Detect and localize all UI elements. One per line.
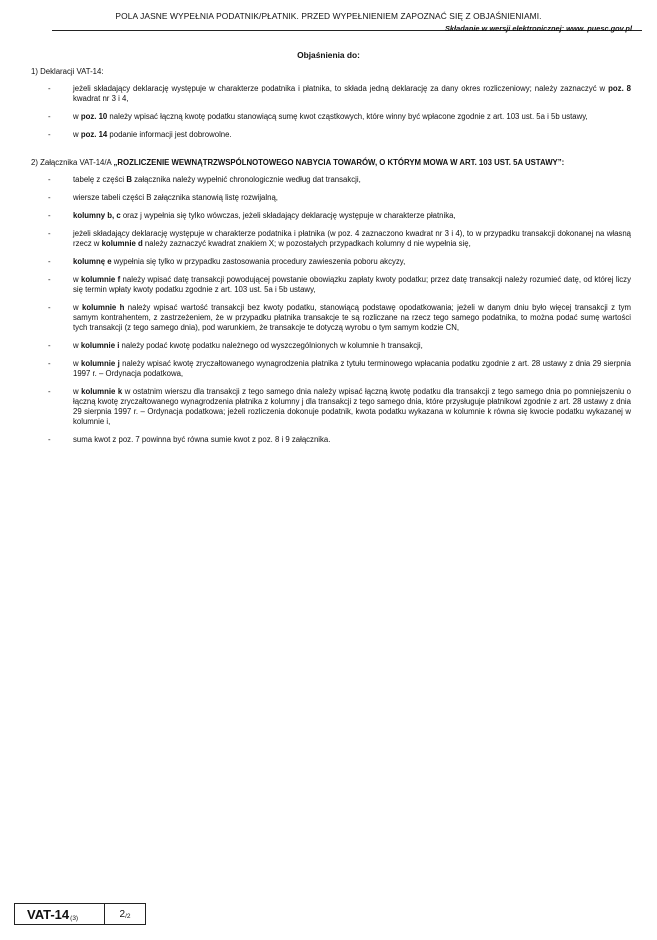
list-bullet-dash: -: [48, 193, 51, 202]
list-item: [31, 229, 631, 249]
list-bullet-dash: -: [48, 435, 51, 444]
list-item-text: [73, 175, 631, 185]
text-fragment: podanie informacji jest dobrowolne.: [107, 130, 232, 139]
list-item-text: [73, 359, 631, 379]
list-bullet-dash: -: [48, 257, 51, 266]
form-code: VAT-14: [27, 906, 70, 922]
bold-reference: poz. 14: [80, 130, 108, 139]
list-bullet-dash: -: [48, 84, 51, 93]
list-bullet-dash: -: [48, 341, 51, 350]
text-fragment: należy podać kwotę podatku należnego od wyszczególnionych w kolumnie h transakcji,: [119, 341, 423, 350]
text-fragment: w: [73, 387, 82, 396]
list-bullet-dash: -: [48, 229, 51, 238]
list-item-text: [73, 435, 631, 445]
e-filing-note: Składanie w wersji elektronicznej: www. puesc.gov.pl: [444, 24, 632, 33]
list-bullet-dash: -: [48, 211, 51, 220]
list-bullet-dash: -: [48, 275, 51, 284]
bold-reference: kolumnę e: [73, 257, 112, 266]
text-fragment: w: [73, 303, 83, 312]
list-item: [31, 193, 631, 203]
list-item-text: [73, 387, 631, 427]
page-title: Objaśnienia do:: [297, 50, 360, 60]
list-item: [31, 175, 631, 185]
text-fragment: w: [73, 275, 81, 284]
bold-reference: kolumnie d: [101, 239, 143, 248]
section-1-list: [31, 84, 631, 140]
list-item-text: [73, 303, 631, 333]
bold-reference: kolumnie i: [80, 341, 120, 350]
list-item-text: [73, 193, 631, 203]
bold-reference: kolumny b, c: [73, 211, 121, 220]
text-fragment: w: [73, 341, 81, 350]
text-fragment: tabelę z części: [73, 175, 127, 184]
text-fragment: załącznika należy wypełnić chronologicznie według dat transakcji,: [131, 175, 361, 184]
list-item: [31, 387, 631, 427]
form-footer: [14, 903, 146, 925]
page-number: 2: [119, 908, 126, 920]
text-fragment: w: [73, 359, 82, 368]
text-fragment: oraz j wypełnia się tylko wówczas, jeżeli składający deklarację występuje w charakterze płatnika,: [120, 211, 456, 220]
text-fragment: należy wpisać kwotę zryczałtowanego wynagrodzenia płatnika z tytułu terminowego wpłacania podatku zgodnie z art. 28 ustawy z dnia 29 sierpnia 1997 r. – Ordynacja podatkowa,: [73, 359, 631, 378]
section-2-heading: [31, 158, 631, 168]
text-fragment: należy wpisać łączną kwotę podatku stanowiącą sumę kwot cząstkowych, które winny być wpłacone zgodnie z art. 103 ust. 5a i 5b ustawy,: [107, 112, 588, 121]
text-fragment: należy wpisać datę transakcji powodującej powstanie obowiązku zapłaty kwoty podatku; przez datę transakcji należy rozumieć datę, od której liczy się termin wpłaty kwoty podatku zgodnie z art. 103 ust. 5a i 5b ustawy,: [73, 275, 631, 294]
page-total: /2: [125, 913, 131, 920]
explanations-content: [31, 67, 631, 453]
bold-reference: kolumnie h: [82, 303, 125, 312]
text-fragment: jeżeli składający deklarację występuje w charakterze podatnika i płatnika (w poz. 4 zaznaczono kwadrat nr 3 i 4), to w przypadku transakcji dokonanej na własną rzecz w: [73, 229, 631, 248]
section-2-heading-title: „ROZLICZENIE WEWNĄTRZWSPÓLNOTOWEGO NABYCIA TOWARÓW, O KTÓRYM MOWA W ART. 103 UST. 5A USTAWY”:: [113, 158, 565, 167]
list-item-text: [73, 341, 631, 351]
list-bullet-dash: -: [48, 175, 51, 184]
list-bullet-dash: -: [48, 130, 51, 139]
list-bullet-dash: -: [48, 359, 51, 368]
bold-reference: kolumnie k: [81, 387, 123, 396]
section-1-heading: 1) Deklaracji VAT-14:: [31, 67, 104, 76]
text-fragment: wiersze tabeli części B załącznika stanowią listę rozwijalną,: [73, 193, 278, 202]
list-item-text: [73, 130, 631, 140]
list-bullet-dash: -: [48, 387, 51, 396]
text-fragment: kwadrat nr 3 i 4,: [73, 94, 129, 103]
section-2-heading-prefix: 2) Załącznika VAT-14/A: [31, 158, 114, 167]
list-item: [31, 211, 631, 221]
text-fragment: w ostatnim wierszu dla transakcji z tego samego dnia należy wpisać łączną kwotę podatku dla transakcji z tego samego dnia po pomniejszeniu o łączną kwotę zryczałtowanego wynagrodzenia płatnika z kolumny j dla transakcji z tego samego dnia, które przysługuje płatnikowi zgodnie z art. 28 ustawy z dnia 29 sierpnia 1997 r. – Ordynacja podatkowa; jeżeli rozliczenia dokonuje podatnik, kwota podatku wykazana w kolumnie k równa się kwocie podatku wykazanej w kolumnie i,: [73, 387, 631, 426]
list-item: [31, 359, 631, 379]
form-version: (3): [70, 915, 79, 922]
list-item: [31, 341, 631, 351]
text-fragment: należy wpisać wartość transakcji bez kwoty podatku, stanowiącą podstawę opodatkowania; jeżeli w danym dniu było więcej transakcji z tym samym kontrahentem, z zastrzeżeniem, że w przypadku płatnika transakcje te są rozliczane na rzecz tego samego podatnika, to można podać sumę wartości tych transakcji (z tego samego dnia), pod warunkiem, że transakcje te dotyczą wyrobu o tym samym kodzie CN,: [73, 303, 632, 332]
text-fragment: należy zaznaczyć kwadrat znakiem X; w pozostałych przypadkach kolumny d nie wypełnia się,: [142, 239, 471, 248]
list-item: [31, 303, 631, 333]
list-item: [31, 435, 631, 445]
list-item-text: [73, 257, 631, 267]
list-bullet-dash: -: [48, 112, 51, 121]
page-number-cell: [105, 904, 145, 924]
text-fragment: w: [73, 130, 81, 139]
section-2-list: [31, 175, 631, 445]
list-item-text: [73, 229, 631, 249]
list-item: [31, 257, 631, 267]
form-instruction-header: POLA JASNE WYPEŁNIA PODATNIK/PŁATNIK. PRZED WYPEŁNIENIEM ZAPOZNAĆ SIĘ Z OBJAŚNIENIAMI.: [115, 11, 542, 21]
text-fragment: jeżeli składający deklarację występuje w charakterze podatnika i płatnika, to składa jedną deklarację za dany okres rozliczeniowy; należy zaznaczyć w: [73, 84, 609, 93]
list-item-text: [73, 84, 631, 104]
bold-reference: kolumnie j: [81, 359, 120, 368]
bold-reference: poz. 8: [608, 84, 632, 93]
text-fragment: wypełnia się tylko w przypadku zastosowania procedury zawieszenia poboru akcyzy,: [111, 257, 406, 266]
list-item: [31, 84, 631, 104]
list-bullet-dash: -: [48, 303, 51, 312]
list-item: [31, 112, 631, 122]
form-code-cell: [15, 904, 105, 924]
list-item-text: [73, 275, 631, 295]
list-item-text: [73, 112, 631, 122]
bold-reference: poz. 10: [80, 112, 108, 121]
text-fragment: w: [73, 112, 81, 121]
bold-reference: B: [126, 175, 132, 184]
text-fragment: suma kwot z poz. 7 powinna być równa sumie kwot z poz. 8 i 9 załącznika.: [73, 435, 331, 444]
list-item: [31, 130, 631, 140]
bold-reference: kolumnie f: [81, 275, 121, 284]
list-item: [31, 275, 631, 295]
list-item-text: [73, 211, 631, 221]
